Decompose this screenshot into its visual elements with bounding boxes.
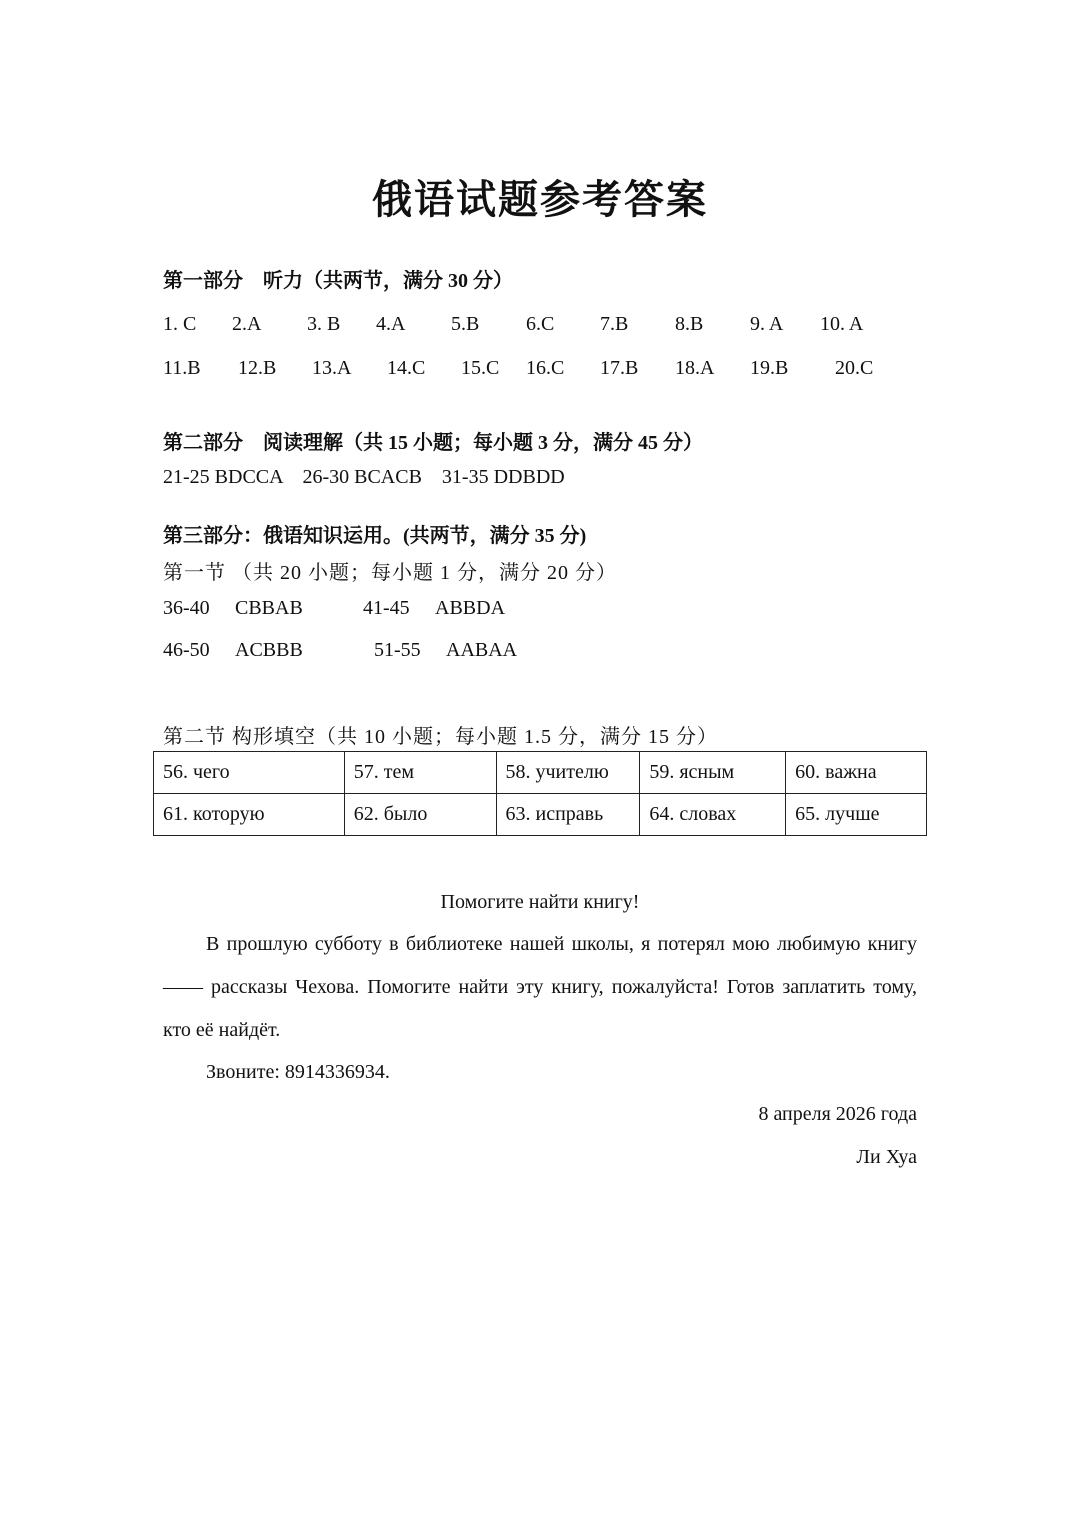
part3-section1-heading: 第一节 （共 20 小题；每小题 1 分，满分 20 分） bbox=[163, 562, 617, 584]
part3-heading: 第三部分：俄语知识运用。(共两节，满分 35 分) bbox=[163, 525, 587, 547]
table-cell: 61. которую bbox=[154, 794, 345, 836]
answer-item: 4.A bbox=[376, 313, 406, 335]
answer-item: 15.C bbox=[461, 357, 500, 379]
answer-letters: AABAA bbox=[446, 639, 518, 661]
letter-date: 8 апреля 2026 года bbox=[758, 1103, 917, 1125]
table-cell: 62. было bbox=[344, 794, 496, 836]
table-cell: 64. словах bbox=[640, 794, 786, 836]
letter-heading: Помогите найти книгу! bbox=[440, 891, 640, 913]
table-row bbox=[154, 752, 927, 794]
answer-item: 14.C bbox=[387, 357, 426, 379]
part1-heading: 第一部分 听力（共两节，满分 30 分） bbox=[163, 270, 513, 292]
answer-item: 1. C bbox=[163, 313, 197, 335]
table-cell: 58. учителю bbox=[496, 752, 640, 794]
part2-heading: 第二部分 阅读理解（共 15 小题；每小题 3 分，满分 45 分） bbox=[163, 432, 703, 454]
answer-range: 41-45 bbox=[363, 597, 410, 619]
page-title: 俄语试题参考答案 bbox=[372, 176, 708, 223]
letter-contact: Звоните: 8914336934. bbox=[206, 1061, 390, 1083]
answer-letters: CBBAB bbox=[235, 597, 303, 619]
table-row bbox=[154, 794, 927, 836]
answer-range: 46-50 bbox=[163, 639, 210, 661]
answer-item: 18.A bbox=[675, 357, 715, 379]
answer-item: 16.C bbox=[526, 357, 565, 379]
table-cell: 57. тем bbox=[344, 752, 496, 794]
answer-letters: ABBDA bbox=[435, 597, 506, 619]
answer-item: 13.A bbox=[312, 357, 352, 379]
answer-range: 36-40 bbox=[163, 597, 210, 619]
table-cell: 60. важна bbox=[786, 752, 927, 794]
answer-item: 8.B bbox=[675, 313, 704, 335]
table-cell: 56. чего bbox=[154, 752, 345, 794]
answer-item: 17.B bbox=[600, 357, 639, 379]
answer-range: 51-55 bbox=[374, 639, 421, 661]
letter-body: В прошлую субботу в библиотеке нашей школы, я потерял мою любимую книгу —— рассказы Чехова. Помогите найти эту книгу, пожалуйста! Готов заплатить тому, кто её найдёт. bbox=[163, 933, 917, 1041]
answer-item: 19.B bbox=[750, 357, 789, 379]
letter-signature: Ли Хуа bbox=[856, 1146, 917, 1168]
part2-answers: 21-25 BDCCA 26-30 BCACB 31-35 DDBDD bbox=[163, 466, 565, 488]
answer-item: 6.C bbox=[526, 313, 555, 335]
answer-item: 7.B bbox=[600, 313, 629, 335]
answer-item: 10. A bbox=[820, 313, 864, 335]
answer-item: 9. A bbox=[750, 313, 784, 335]
table-cell: 65. лучше bbox=[786, 794, 927, 836]
answer-item: 5.B bbox=[451, 313, 480, 335]
answer-item: 3. B bbox=[307, 313, 341, 335]
table-cell: 63. исправь bbox=[496, 794, 640, 836]
answer-letters: ACBBB bbox=[235, 639, 303, 661]
answer-item: 11.B bbox=[163, 357, 201, 379]
answer-item: 2.A bbox=[232, 313, 262, 335]
part3-section2-heading: 第二节 构形填空（共 10 小题；每小题 1.5 分，满分 15 分） bbox=[163, 726, 718, 748]
table-cell: 59. ясным bbox=[640, 752, 786, 794]
answer-item: 12.B bbox=[238, 357, 277, 379]
answer-item: 20.C bbox=[835, 357, 874, 379]
fill-in-table bbox=[153, 751, 927, 836]
